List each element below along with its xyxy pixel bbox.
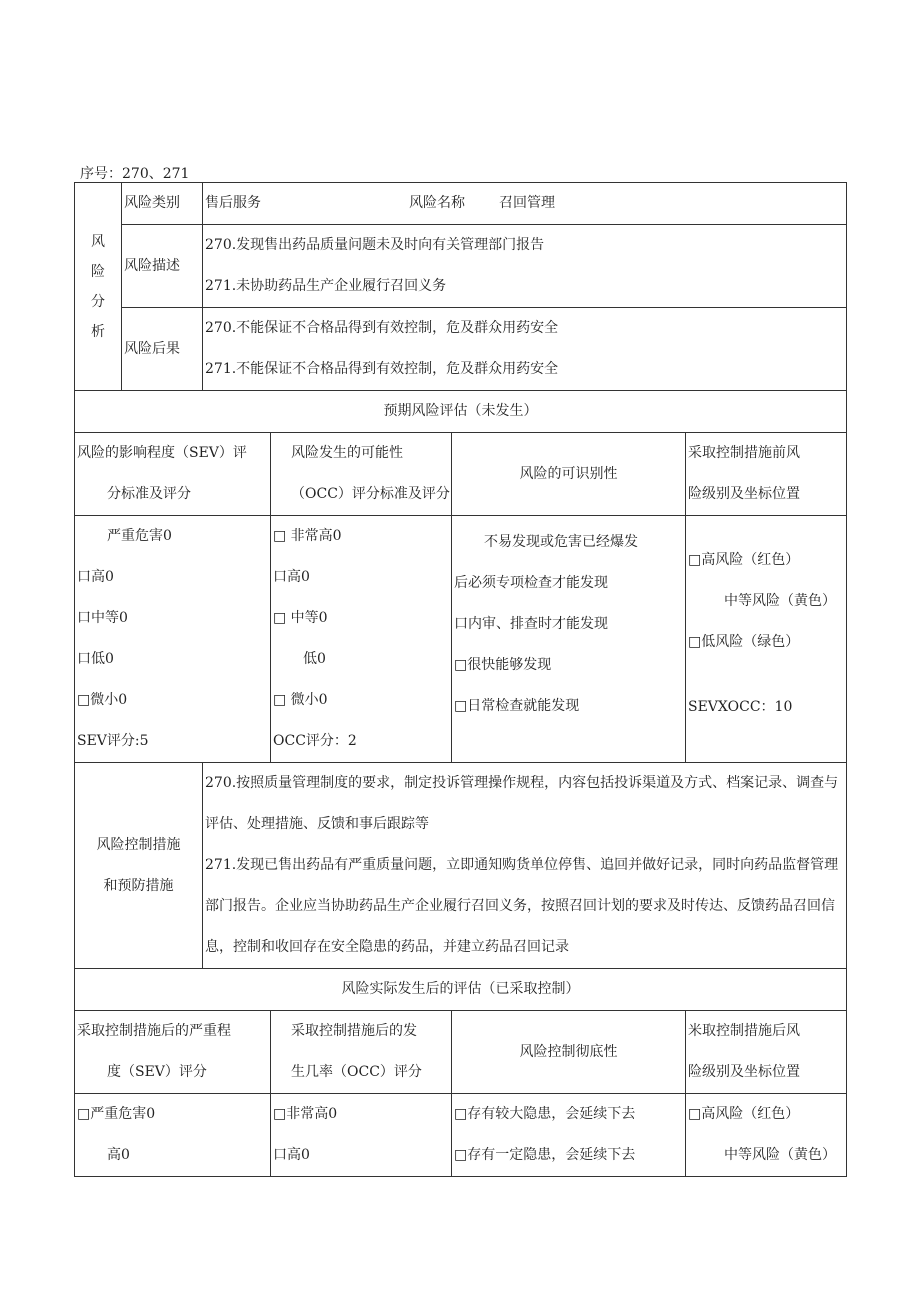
expected-title-row: [75, 391, 847, 433]
occ-option[interactable]: 口高0: [273, 569, 310, 585]
serial-number: 序号：270、271: [80, 166, 190, 182]
level-before-header: 采取控制措施前风 险级别及坐标位置: [686, 433, 847, 516]
control-label: 风险控制措施 和预防措施: [75, 763, 203, 969]
occ-option[interactable]: □ 非常高0: [273, 528, 342, 544]
actual-header-row: [75, 1011, 847, 1094]
sev-option[interactable]: 高0: [107, 1147, 130, 1163]
occ-options: [271, 516, 452, 763]
description-line: 271.未协助药品生产企业履行召回义务: [205, 278, 447, 294]
sev-option[interactable]: 口低0: [77, 651, 114, 667]
level-after-header: 米取控制措施后风 险级别及坐标位置: [686, 1011, 847, 1094]
description-cell: [203, 225, 847, 308]
expected-header-row: [75, 433, 847, 516]
detectability-options: [452, 516, 686, 763]
thoroughness-options: [452, 1094, 686, 1177]
detectability-header: 风险的可识别性: [452, 433, 686, 516]
control-measures-text: [203, 763, 847, 969]
occ-header: 风险发生的可能性 （OCC）评分标准及评分: [271, 433, 452, 516]
detect-option[interactable]: □很快能够发现: [454, 657, 552, 673]
actual-options-row: [75, 1094, 847, 1177]
expected-options-row: [75, 516, 847, 763]
sev-score: SEV评分:5: [77, 733, 149, 749]
sev-option[interactable]: 口高0: [77, 569, 114, 585]
consequence-cell: [203, 308, 847, 391]
sev-options: [75, 516, 271, 763]
occ-option[interactable]: 口高0: [273, 1147, 310, 1163]
actual-occ-options: [271, 1094, 452, 1177]
occ-option[interactable]: □非常高0: [273, 1106, 338, 1122]
sev-option[interactable]: □严重危害0: [77, 1106, 156, 1122]
category-value-cell: [203, 183, 847, 225]
occ-option[interactable]: □ 中等0: [273, 610, 328, 626]
actual-section-title: 风险实际发生后的评估（已采取控制）: [75, 969, 847, 1011]
detect-option[interactable]: □日常检查就能发现: [454, 698, 580, 714]
risk-assessment-table: [74, 182, 847, 1177]
description-line: 270.发现售出药品质量问题未及时向有关管理部门报告: [205, 237, 545, 253]
actual-title-row: [75, 969, 847, 1011]
level-option[interactable]: □低风险（绿色）: [688, 634, 800, 650]
sev-option[interactable]: 口中等0: [77, 610, 128, 626]
consequence-row: [75, 308, 847, 391]
risk-name-label: 风险名称: [409, 195, 465, 211]
expected-section-title: 预期风险评估（未发生）: [75, 391, 847, 433]
occ-option[interactable]: 低0: [303, 651, 326, 667]
description-row: [75, 225, 847, 308]
control-measure-270: 270.按照质量管理制度的要求，制定投诉管理操作规程，内容包括投诉渠道及方式、档案记录、调查与评估、处理措施、反馈和事后跟踪等: [205, 775, 839, 832]
category-label: 风险类别: [122, 183, 203, 225]
detect-option: 后必须专项检查才能发现: [454, 575, 608, 591]
level-option[interactable]: □高风险（红色）: [688, 1106, 800, 1122]
detect-option[interactable]: 不易发现或危害已经爆发: [484, 534, 638, 550]
category-row: [75, 183, 847, 225]
level-after-options: [686, 1094, 847, 1177]
thoroughness-option[interactable]: □存有较大隐患，会延续下去: [454, 1106, 636, 1122]
consequence-line: 270.不能保证不合格品得到有效控制，危及群众用药安全: [205, 320, 559, 336]
occ-score: OCC评分：2: [273, 733, 357, 749]
level-option[interactable]: 中等风险（黄色）: [724, 1147, 836, 1163]
thoroughness-header: 风险控制彻底性: [452, 1011, 686, 1094]
category-value: 售后服务: [205, 195, 261, 211]
actual-sev-header: 采取控制措施后的严重程 度（SEV）评分: [75, 1011, 271, 1094]
level-before-options: [686, 516, 847, 763]
description-label: 风险描述: [122, 225, 203, 308]
level-option[interactable]: 中等风险（黄色）: [724, 593, 836, 609]
occ-option[interactable]: □ 微小0: [273, 692, 328, 708]
sev-occ-product: SEVXOCC：10: [688, 699, 793, 715]
actual-occ-header: 采取控制措施后的发 生几率（OCC）评分: [271, 1011, 452, 1094]
consequence-line: 271.不能保证不合格品得到有效控制，危及群众用药安全: [205, 361, 559, 377]
sev-option[interactable]: □微小0: [77, 692, 128, 708]
consequence-label: 风险后果: [122, 308, 203, 391]
level-option[interactable]: □高风险（红色）: [688, 552, 800, 568]
detect-option[interactable]: 口内审、排查时才能发现: [454, 616, 608, 632]
control-row: [75, 763, 847, 969]
sev-header: 风险的影响程度（SEV）评 分标准及评分: [75, 433, 271, 516]
sev-option[interactable]: 严重危害0: [107, 528, 172, 544]
actual-sev-options: [75, 1094, 271, 1177]
risk-name-value: 召回管理: [499, 195, 555, 211]
thoroughness-option[interactable]: □存有一定隐患，会延续下去: [454, 1147, 636, 1163]
risk-analysis-label: 风 险 分 析: [75, 183, 122, 391]
control-measure-271: 271.发现已售出药品有严重质量问题，立即通知购货单位停售、追回并做好记录，同时向药品监督管理部门报告。企业应当协助药品生产企业履行召回义务，按照召回计划的要求及时传达、反馈药品召回信息，控制和收回存在安全隐患的药品，并建立药品召回记录: [205, 857, 839, 955]
